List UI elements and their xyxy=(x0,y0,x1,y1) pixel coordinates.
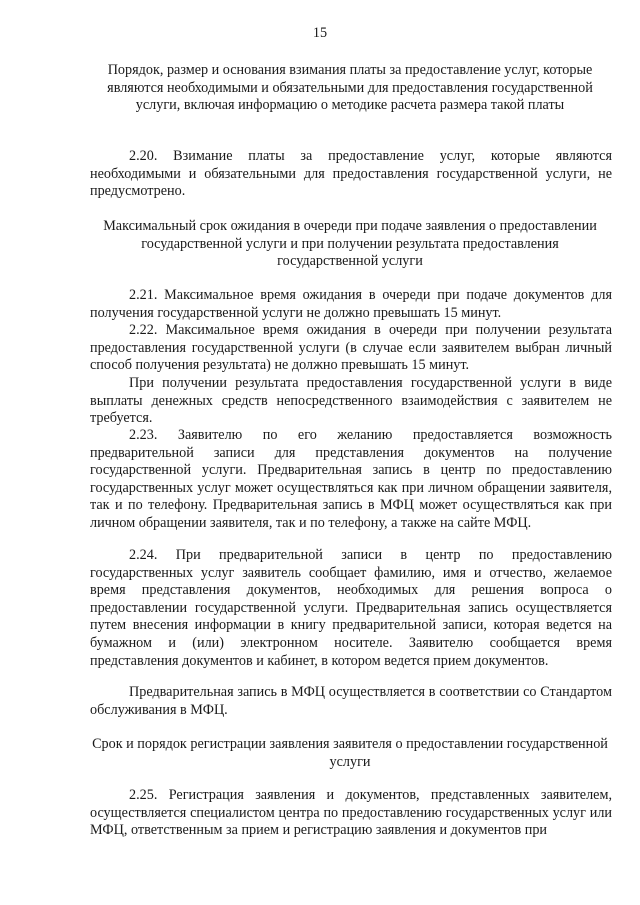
paragraph-2-25: 2.25. Регистрация заявления и документов, представленных заявителем, осуществляется специалистом центра по предоставлению государственных услуг или МФЦ, ответственным за прием и регистрацию заявления и документов при xyxy=(90,787,612,839)
paragraph-2-21: 2.21. Максимальное время ожидания в очереди при подаче документов для получения государственной услуги не должно превышать 15 минут. xyxy=(90,287,612,321)
paragraph-2-22-continued: При получении результата предоставления государственной услуги в виде выплаты денежных средств непосредственного взаимодействия с заявителем не требуется. xyxy=(90,375,612,427)
section-heading-queue-time: Максимальный срок ожидания в очереди при подаче заявления о предоставлении государственной услуги и при получении результата предоставления государственной услуги xyxy=(103,218,597,270)
paragraph-2-20: 2.20. Взимание платы за предоставление услуг, которые являются необходимыми и обязательными для предоставления государственной услуги, не предусмотрено. xyxy=(90,148,612,200)
paragraph-2-22: 2.22. Максимальное время ожидания в очереди при получении результата предоставления государственной услуги (в случае если заявителем выбран личный способ получения результата) не должно превышать 15 минут. xyxy=(90,322,612,374)
section-heading-fee: Порядок, размер и основания взимания платы за предоставление услуг, которые являются необходимыми и обязательными для предоставления государственной услуги, включая информацию о методике расчета размера такой платы xyxy=(107,62,593,114)
paragraph-2-24: 2.24. При предварительной записи в центр по предоставлению государственных услуг заявитель сообщает фамилию, имя и отчество, желаемое время представления документов, необходимых для решения вопроса о предоставлении государственной услуги. Предварительная запись осуществляется путем внесения информации в книгу предварительной записи, которая ведется на бумажном и (или) электронном носителе. Заявителю сообщается время представления документов и кабинет, в котором ведется прием документов. xyxy=(90,547,612,669)
section-heading-registration: Срок и порядок регистрации заявления заявителя о предоставлении государственной услуги xyxy=(92,736,608,770)
page-number: 15 xyxy=(312,25,328,41)
paragraph-2-24-continued: Предварительная запись в МФЦ осуществляется в соответствии со Стандартом обслуживания в МФЦ. xyxy=(90,684,612,718)
paragraph-2-23: 2.23. Заявителю по его желанию предоставляется возможность предварительной записи для представления документов на получение государственной услуги. Предварительная запись в центр по предоставлению государственных услуг может осуществляться как при личном обращении заявителя, так и по телефону. Предварительная запись в МФЦ может осуществляться как при личном обращении заявителя, так и по телефону, а также на сайте МФЦ. xyxy=(90,427,612,531)
